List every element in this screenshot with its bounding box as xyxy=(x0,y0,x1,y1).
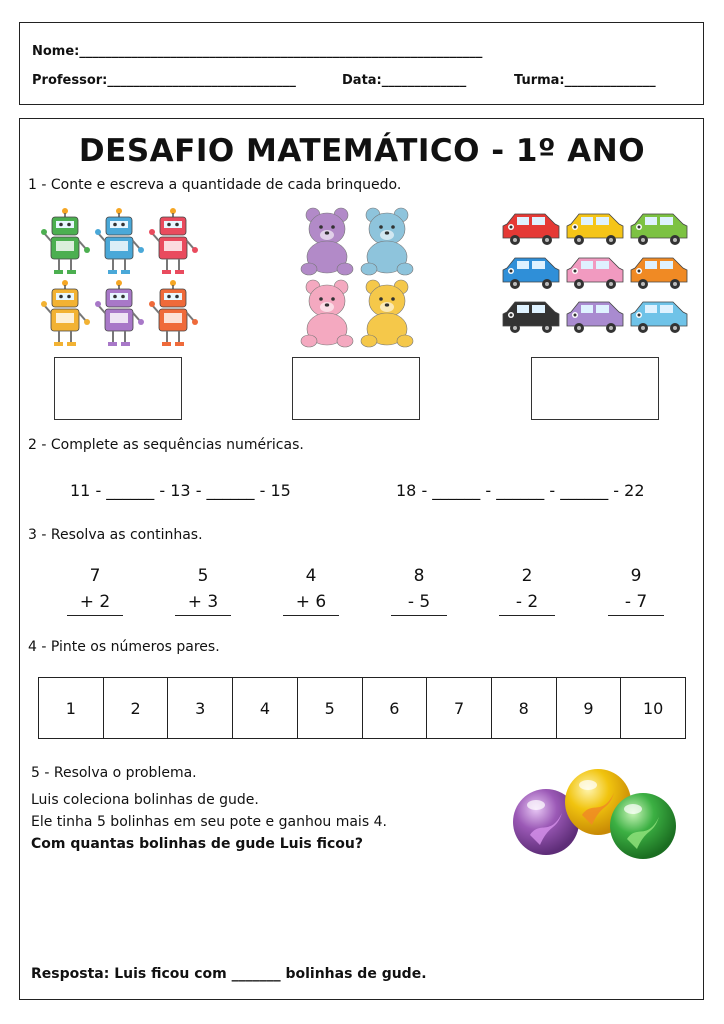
sum-item[interactable] xyxy=(175,566,231,616)
teacher-label: Professor: xyxy=(32,73,108,88)
sum-item[interactable] xyxy=(283,566,339,616)
q2-prompt: 2 - Complete as sequências numéricas. xyxy=(28,437,304,453)
car-toy xyxy=(567,302,623,333)
q1-prompt: 1 - Conte e escreva a quantidade de cada brinquedo. xyxy=(28,177,402,193)
cars-illustration xyxy=(498,210,693,350)
sum-item[interactable] xyxy=(608,566,664,616)
teddy-bear-toy xyxy=(361,280,413,347)
page-title: DESAFIO MATEMÁTICO - 1º ANO xyxy=(78,133,646,169)
class-line[interactable]: ______________ xyxy=(564,73,656,88)
name-field[interactable] xyxy=(32,44,482,59)
car-toy xyxy=(631,302,687,333)
sum-item[interactable] xyxy=(67,566,123,616)
problem-question: Com quantas bolinhas de gude Luis ficou? xyxy=(31,836,363,852)
number-cell[interactable]: 9 xyxy=(557,678,622,738)
car-toy xyxy=(567,214,623,245)
sum-bottom: + 6 xyxy=(283,592,339,616)
answer-line[interactable]: Resposta: Luis ficou com _______ bolinhas de gude. xyxy=(31,966,427,982)
teddy-bears-illustration xyxy=(298,205,418,350)
q3-prompt: 3 - Resolva as continhas. xyxy=(28,527,203,543)
teddy-bear-toy xyxy=(301,280,353,347)
sum-top: 8 xyxy=(413,566,425,586)
name-line[interactable]: ______________________________________________________________ xyxy=(79,44,483,59)
sum-item[interactable] xyxy=(391,566,447,616)
number-cell[interactable]: 8 xyxy=(492,678,557,738)
car-toy xyxy=(503,214,559,245)
numbers-grid xyxy=(38,677,686,739)
date-label: Data: xyxy=(342,73,382,88)
number-cell[interactable]: 1 xyxy=(39,678,104,738)
number-cell[interactable]: 4 xyxy=(233,678,298,738)
number-cell[interactable]: 10 xyxy=(643,698,664,718)
sum-top: 7 xyxy=(89,566,101,586)
sum-bottom: - 5 xyxy=(391,592,447,616)
sum-top: 2 xyxy=(521,566,533,586)
number-cell[interactable]: 2 xyxy=(104,678,169,738)
number-cell[interactable]: 3 xyxy=(168,678,233,738)
header-box xyxy=(19,22,704,105)
problem-line-1: Luis coleciona bolinhas de gude. xyxy=(31,792,259,808)
marble-green xyxy=(610,793,676,859)
q5-prompt: 5 - Resolva o problema. xyxy=(31,765,197,781)
sum-bottom: - 2 xyxy=(499,592,555,616)
number-cell[interactable]: 7 xyxy=(427,678,492,738)
car-toy xyxy=(567,258,623,289)
sum-bottom: + 2 xyxy=(67,592,123,616)
sum-top: 5 xyxy=(197,566,209,586)
problem-line-2: Ele tinha 5 bolinhas em seu pote e ganhou mais 4. xyxy=(31,814,387,830)
teacher-line[interactable]: _____________________________ xyxy=(107,73,296,88)
class-field[interactable] xyxy=(514,73,656,88)
answer-box-cars[interactable] xyxy=(531,357,659,420)
car-toy xyxy=(631,214,687,245)
robot-toy xyxy=(41,208,90,274)
sum-bottom: + 3 xyxy=(175,592,231,616)
sum-top: 9 xyxy=(630,566,642,586)
q4-prompt: 4 - Pinte os números pares. xyxy=(28,639,220,655)
robots-illustration xyxy=(38,205,208,355)
robot-toy xyxy=(95,280,144,346)
robot-toy xyxy=(149,280,198,346)
date-field[interactable] xyxy=(342,73,466,88)
answer-box-robots[interactable] xyxy=(54,357,182,420)
sequence-2[interactable]: 18 - ______ - ______ - ______ - 22 xyxy=(396,481,645,500)
robot-toy xyxy=(149,208,198,274)
sum-bottom: - 7 xyxy=(608,592,664,616)
robot-toy xyxy=(95,208,144,274)
sum-item[interactable] xyxy=(499,566,555,616)
number-cell[interactable]: 5 xyxy=(298,678,363,738)
name-label: Nome: xyxy=(32,44,80,59)
sum-top: 4 xyxy=(305,566,317,586)
marbles-illustration xyxy=(510,765,685,865)
date-line[interactable]: _____________ xyxy=(381,73,467,88)
robot-toy xyxy=(41,280,90,346)
class-label: Turma: xyxy=(514,73,565,88)
teacher-field[interactable] xyxy=(32,73,296,88)
answer-box-bears[interactable] xyxy=(292,357,420,420)
teddy-bear-toy xyxy=(361,208,413,275)
sequence-1[interactable]: 11 - ______ - 13 - ______ - 15 xyxy=(70,481,291,500)
number-cell[interactable]: 6 xyxy=(363,678,428,738)
car-toy xyxy=(631,258,687,289)
teddy-bear-toy xyxy=(301,208,353,275)
car-toy xyxy=(503,258,559,289)
car-toy xyxy=(503,302,559,333)
